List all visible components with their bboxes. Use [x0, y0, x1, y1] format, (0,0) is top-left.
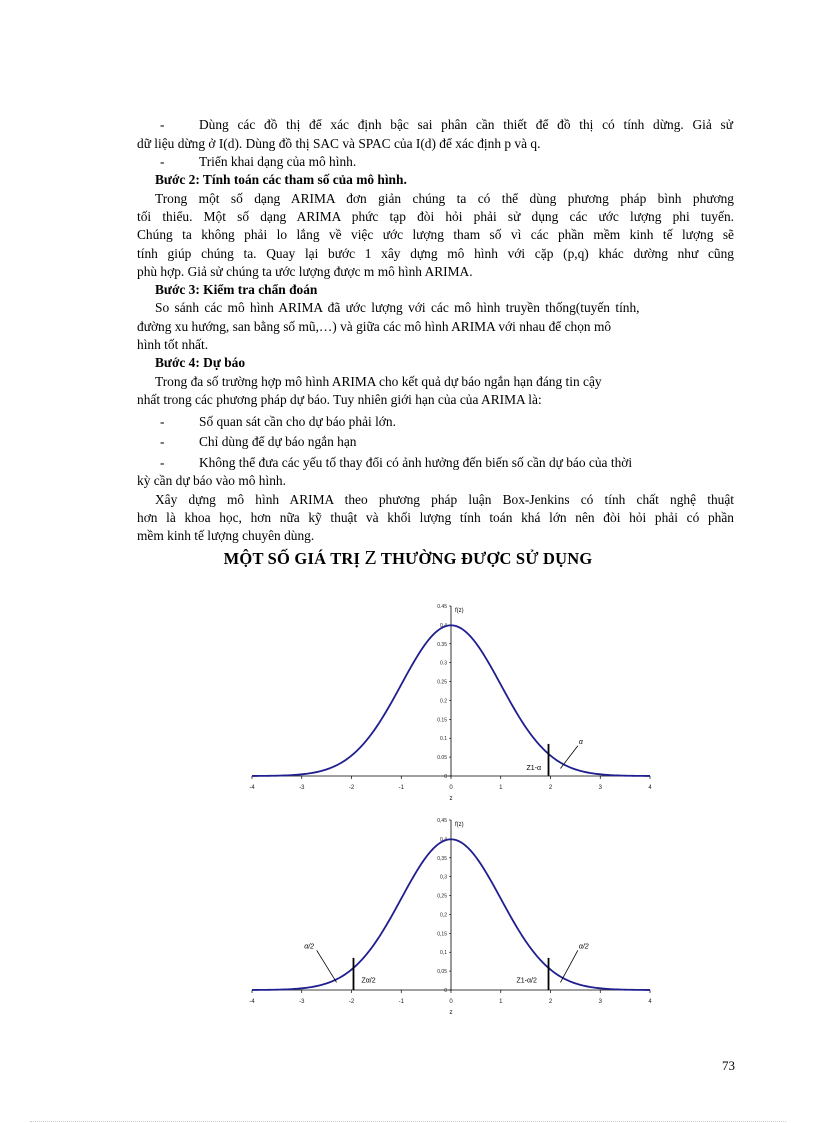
- y-tick-label: 0.3: [440, 660, 447, 667]
- body-line: Số quan sát cần cho dự báo phải lớn.: [199, 414, 396, 429]
- critical-value-label: Zα/2: [361, 977, 376, 985]
- x-tick-label: -1: [398, 785, 404, 791]
- x-tick-label: -2: [348, 785, 355, 791]
- step-heading: Bước 3: Kiểm tra chẩn đoán: [155, 282, 318, 297]
- x-tick-label: 4: [648, 999, 652, 1005]
- tail-area-label: α/2: [304, 943, 315, 951]
- tail-arrow: [317, 950, 337, 982]
- x-tick-label: 1: [499, 999, 503, 1005]
- body-line: tính giúp chúng ta. Quay lại bước 1 xây dựng mô hình với cặp (p,q) khác dường như cũng: [137, 246, 734, 261]
- y-tick-label: 0.15: [437, 717, 447, 724]
- y-tick-label: 0,4: [440, 836, 447, 843]
- body-line: mềm kinh tế lượng chuyên dùng.: [137, 528, 315, 543]
- body-line: Chỉ dùng để dự báo ngắn hạn: [199, 434, 357, 449]
- x-axis-label: z: [449, 1010, 453, 1016]
- tail-arrow: [560, 950, 577, 982]
- y-tick-label: 0.35: [437, 641, 447, 648]
- body-line: đường xu hướng, san bằng số mũ,…) và giữa các mô hình ARIMA với nhau để chọn mô: [137, 319, 612, 334]
- x-tick-label: -2: [348, 999, 355, 1005]
- x-axis-label: z: [449, 796, 453, 802]
- body-line: Xây dựng mô hình ARIMA theo phương pháp luận Box-Jenkins có tính chất nghệ thuật: [155, 492, 734, 507]
- x-tick-label: 2: [548, 999, 553, 1005]
- tail-area-label: α/2: [578, 943, 589, 951]
- body-line: tối thiểu. Một số dạng ARIMA phức tạp đòi hỏi phải sử dụng các ước lượng phi tuyến.: [137, 209, 734, 224]
- body-line: Dùng các đồ thị để xác định bậc sai phân cần thiết để đồ thị có tính dừng. Giả sử: [199, 117, 733, 132]
- body-line: Không thể đưa các yếu tố thay đổi có ảnh hưởng đến biến số cần dự báo của thời: [199, 455, 633, 470]
- x-tick-label: 3: [598, 785, 602, 791]
- critical-value-label: Z1-α/2: [516, 977, 537, 985]
- y-tick-label: 0,45: [437, 818, 447, 824]
- y-tick-label: 0,05: [437, 969, 447, 976]
- section-title-part: MỘT SỐ GIÁ TRỊ: [223, 549, 365, 568]
- x-tick-label: 4: [648, 785, 652, 791]
- x-tick-label: 1: [499, 785, 503, 791]
- section-title-z: Z: [364, 547, 377, 569]
- x-tick-label: -3: [299, 785, 305, 791]
- tail-arrow: [560, 746, 577, 769]
- body-line: kỳ cần dự báo vào mô hình.: [137, 473, 286, 488]
- x-tick-label: -3: [299, 999, 305, 1005]
- body-line: phù hợp. Giả sử chúng ta ước lượng được m mô hình ARIMA.: [137, 264, 473, 279]
- body-line: Trong đa số trường hợp mô hình ARIMA cho kết quả dự báo ngắn hạn đáng tin cậy: [155, 374, 602, 389]
- y-tick-label: 0,2: [440, 912, 447, 919]
- tail-area-label: α: [578, 738, 583, 746]
- section-title-part: THƯỜNG ĐƯỢC SỬ DỤNG: [376, 549, 593, 568]
- x-tick-label: 0: [449, 785, 453, 791]
- x-tick-label: -1: [398, 999, 404, 1005]
- bullet-dash: -: [160, 117, 165, 132]
- x-tick-label: 3: [598, 999, 602, 1005]
- normal-density-chart-two-tailed: [230, 812, 670, 1022]
- body-line: nhất trong các phương pháp dự báo. Tuy nhiên giới hạn của của ARIMA là:: [137, 392, 542, 407]
- body-line: Trong một số dạng ARIMA đơn giản chúng ta có thể dùng phương pháp bình phương: [155, 191, 734, 206]
- y-tick-label: 0.2: [440, 698, 447, 705]
- section-title: [0, 547, 816, 570]
- body-line: Chúng ta không phải lo lắng về việc ước lượng tham số vì các phần mềm kinh tế lượng sẽ: [137, 227, 734, 242]
- normal-density-chart-one-tailed: [230, 598, 670, 808]
- y-tick-label: 0,1: [440, 950, 447, 957]
- x-tick-label: -4: [249, 999, 255, 1005]
- y-tick-label: 0,15: [437, 931, 447, 938]
- x-tick-label: 2: [548, 785, 553, 791]
- y-axis-label: f(z): [455, 822, 464, 828]
- y-tick-label: 0.45: [437, 604, 447, 610]
- bullet-dash: -: [160, 414, 165, 429]
- bullet-dash: -: [160, 154, 165, 169]
- step-heading: Bước 2: Tính toán các tham số của mô hình.: [155, 172, 407, 187]
- x-tick-label: 0: [449, 999, 453, 1005]
- y-tick-label: 0.05: [437, 755, 447, 762]
- bullet-dash: -: [160, 434, 165, 449]
- y-tick-label: 0: [444, 988, 447, 994]
- body-line: dữ liệu dừng ở I(d). Dùng đồ thị SAC và SPAC của I(d) để xác định p và q.: [137, 136, 541, 151]
- y-tick-label: 0.25: [437, 679, 447, 686]
- y-axis-label: f(z): [455, 608, 464, 614]
- body-line: hình tốt nhất.: [137, 337, 209, 352]
- y-tick-label: 0,25: [437, 893, 447, 900]
- x-tick-label: -4: [249, 785, 255, 791]
- y-tick-label: 0: [444, 774, 447, 780]
- page-number: 73: [722, 1058, 735, 1073]
- body-line: Triển khai dạng của mô hình.: [199, 154, 357, 169]
- y-tick-label: 0,3: [440, 874, 447, 881]
- body-line: hơn là khoa học, hơn nữa kỹ thuật và khối lượng tính toán khá lớn nên đòi hỏi phải có phần: [137, 510, 734, 525]
- body-line: So sánh các mô hình ARIMA đã ước lượng với các mô hình truyền thống(tuyến tính,: [155, 300, 640, 315]
- step-heading: Bước 4: Dự báo: [155, 355, 246, 370]
- y-tick-label: 0,35: [437, 855, 447, 862]
- bullet-dash: -: [160, 455, 165, 470]
- y-tick-label: 0.4: [440, 622, 447, 629]
- footer-divider: [30, 1121, 786, 1122]
- critical-value-label: Z1-α: [526, 765, 542, 772]
- y-tick-label: 0.1: [440, 736, 447, 743]
